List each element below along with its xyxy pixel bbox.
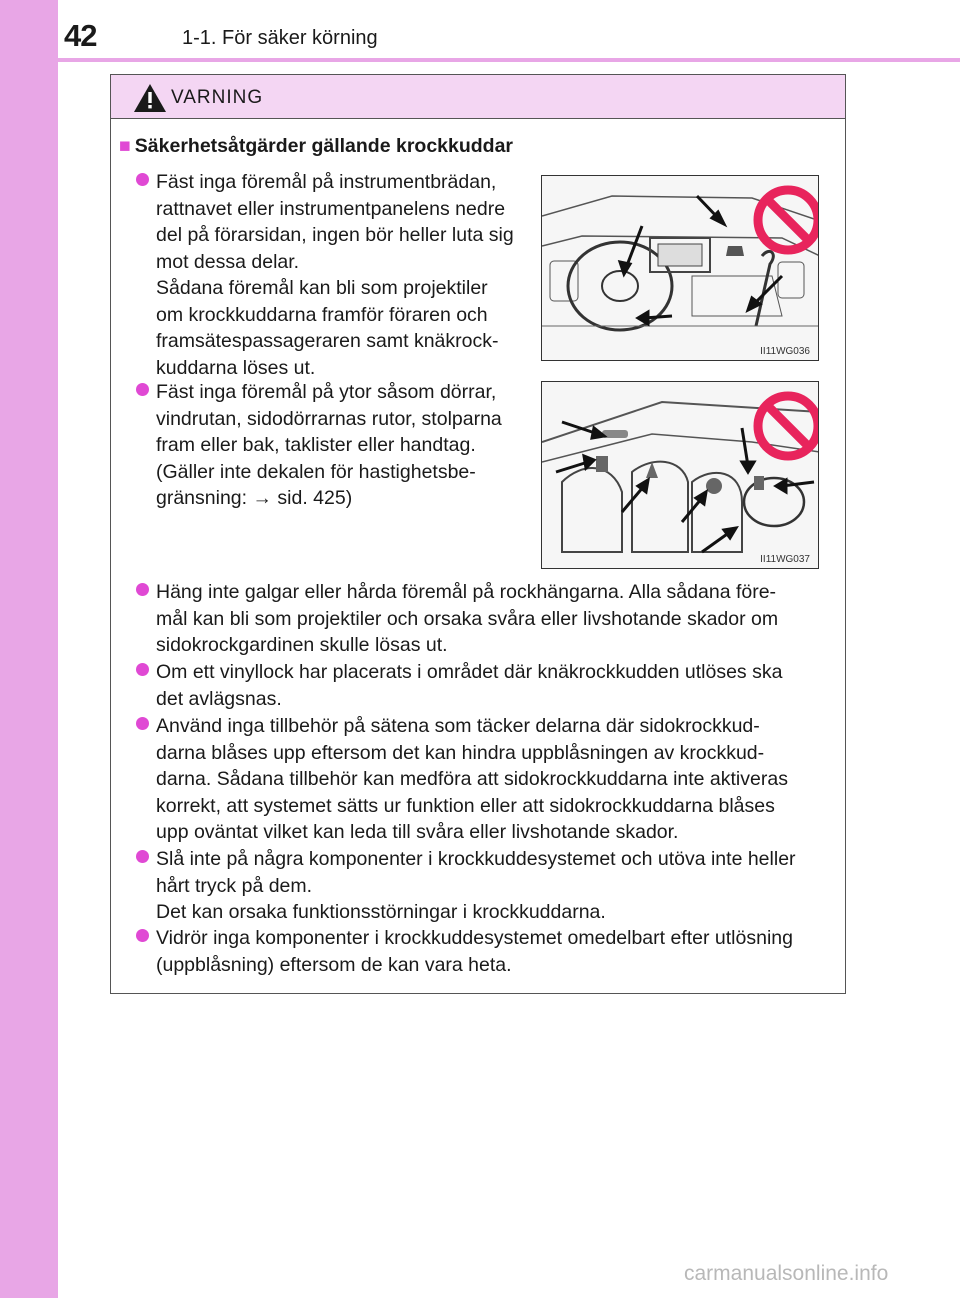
warning-label: VARNING (171, 87, 264, 108)
bullet-line: det avlägsnas. (156, 687, 282, 710)
figure-dashboard-illustration (541, 175, 819, 361)
header-divider (58, 58, 960, 62)
warning-bullet-seat-accessories (156, 713, 838, 846)
bullet-line: Häng inte galgar eller hårda föremål på rockhängarna. Alla sådana före- (156, 581, 777, 603)
warning-bullet-dashboard (156, 169, 520, 381)
bullet-line: Sådana föremål kan bli som projektiler (156, 277, 488, 299)
prohibition-icon (542, 382, 819, 569)
bullet-line: Använd inga tillbehör på sätena som täcker delarna där sidokrockkud- (156, 715, 760, 737)
bullet-dot-icon (136, 850, 149, 863)
bullet-line: korrekt, att systemet sätts ur funktion eller att sidokrockkuddarna blåses (156, 794, 775, 817)
bullet-line: Slå inte på några komponenter i krockkuddesystemet och utöva inte heller (156, 848, 796, 870)
side-color-band (0, 0, 58, 1298)
bullet-line: gränsning: → sid. 425) (156, 487, 353, 509)
warning-bullet-vinyl-cover (156, 659, 838, 712)
bullet-line: kuddarna löses ut. (156, 356, 316, 379)
warning-bullet-surfaces (156, 379, 520, 512)
warning-bullet-hot-components (156, 925, 838, 978)
bullet-line: darna. Sådana tillbehör kan medföra att sidokrockkuddarna inte aktiveras (156, 768, 788, 790)
bullet-line: Det kan orsaka funktionsstörningar i krockkuddarna. (156, 901, 606, 923)
bullet-line: (Gäller inte dekalen för hastighetsbe- (156, 460, 476, 483)
bullet-line: framsätespassageraren samt knäkrock- (156, 330, 499, 352)
bullet-line: Vidrör inga komponenter i krockkuddesystemet omedelbart efter utlösning (156, 927, 793, 949)
page-number: 42 (64, 18, 97, 53)
figure-code: II11WG037 (760, 554, 810, 565)
bullet-dot-icon (136, 663, 149, 676)
bullet-line: om krockkuddarna framför föraren och (156, 303, 488, 326)
bullet-line: mot dessa delar. (156, 250, 300, 273)
warning-triangle-icon (133, 83, 167, 113)
bullet-line: (uppblåsning) eftersom de kan vara heta. (156, 953, 512, 976)
bullet-dot-icon (136, 383, 149, 396)
bullet-line: sidokrockgardinen skulle lösas ut. (156, 634, 448, 656)
bullet-line: mål kan bli som projektiler och orsaka svåra eller livshotande skador om (156, 607, 779, 630)
bullet-line: Om ett vinyllock har placerats i området där knäkrockkudden utlöses ska (156, 661, 783, 683)
bullet-dot-icon (136, 717, 149, 730)
warning-header (111, 75, 845, 119)
bullet-line: rattnavet eller instrumentpanelens nedre (156, 197, 506, 220)
bullet-line: darna blåses upp eftersom det kan hindra uppblåsningen av krockkud- (156, 741, 765, 764)
bullet-line: hårt tryck på dem. (156, 874, 313, 897)
warning-bullet-no-strikes (156, 846, 838, 926)
bullet-line: upp oväntat vilket kan leda till svåra eller livshotande skador. (156, 821, 679, 843)
subheading-text: Säkerhetsåtgärder gällande krockkuddar (134, 135, 514, 157)
prohibition-icon (542, 176, 819, 361)
bullet-dot-icon (136, 929, 149, 942)
bullet-dot-icon (136, 173, 149, 186)
figure-interior-illustration (541, 381, 819, 569)
bullet-line: vindrutan, sidodörrarnas rutor, stolparna (156, 407, 502, 430)
bullet-line: Fäst inga föremål på instrumentbrädan, (156, 171, 497, 193)
bullet-line: fram eller bak, taklister eller handtag. (156, 434, 476, 456)
bullet-line: del på förarsidan, ingen bör heller luta sig (156, 224, 514, 246)
bullet-dot-icon (136, 583, 149, 596)
figure-code: II11WG036 (760, 346, 810, 357)
square-bullet-icon: ■ (119, 135, 131, 157)
watermark: carmanualsonline.info (684, 1262, 889, 1285)
subheading (119, 135, 513, 158)
section-title: 1-1. För säker körning (182, 27, 378, 49)
warning-box (110, 74, 846, 994)
bullet-line: Fäst inga föremål på ytor såsom dörrar, (156, 381, 497, 403)
warning-bullet-coat-hooks (156, 579, 838, 659)
